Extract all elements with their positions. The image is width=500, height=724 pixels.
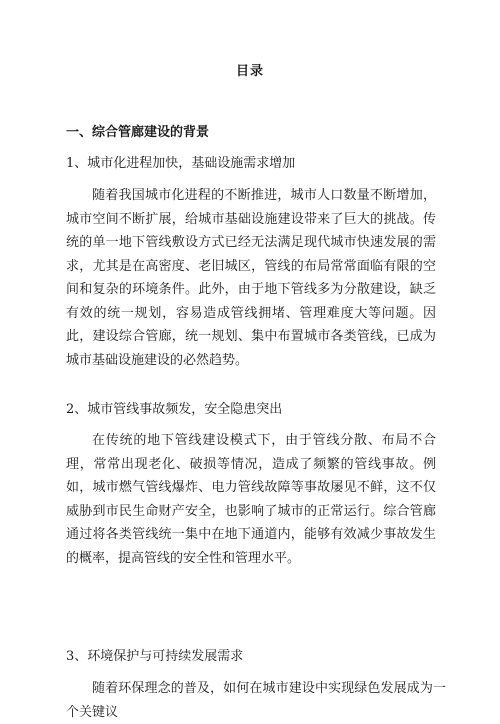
subsection-heading-3: 3、环境保护与可持续发展需求 — [66, 649, 244, 664]
subsection-heading-2: 2、城市管线事故频发，安全隐患突出 — [66, 402, 283, 417]
subsection-heading-1: 1、城市化进程加快，基础设施需求增加 — [66, 156, 296, 171]
paragraph-3: 随着环保理念的普及，如何在城市建设中实现绿色发展成为一个关键议 — [66, 681, 446, 720]
section-heading-1: 一、综合管廊建设的背景 — [66, 125, 210, 140]
toc-title: 目录 — [235, 64, 264, 79]
paragraph-2: 在传统的地下管线建设模式下，由于管线分散、布局不合理，常常出现老化、破损等情况，造成了频繁的管线事故。例如，城市燃气管线爆炸、电力管线故障等事故屡见不鲜，这不仅威胁到市民生命财产安全，也影响了城市的正常运行。综合管廊通过将各类管线统一集中在地下通道内，能够有效减少事故发生的概率，提高管线的安全性和管理水平。 — [66, 433, 436, 566]
paragraph-1: 随着我国城市化进程的不断推进，城市人口数量不断增加，城市空间不断扩展，给城市基础设施建设带来了巨大的挑战。传统的单一地下管线敷设方式已经无法满足现代城市快速发展的需求，尤其是在高密度、老旧城区，管线的布局常常面临有限的空间和复杂的环境条件。此外，由于地下管线多为分散建设，缺乏有效的统一规划，容易造成管线拥堵、管理难度大等问题。因此，建设综合管廊，统一规划、集中布置城市各类管线，已成为城市基础设施建设的必然趋势。 — [66, 188, 436, 368]
